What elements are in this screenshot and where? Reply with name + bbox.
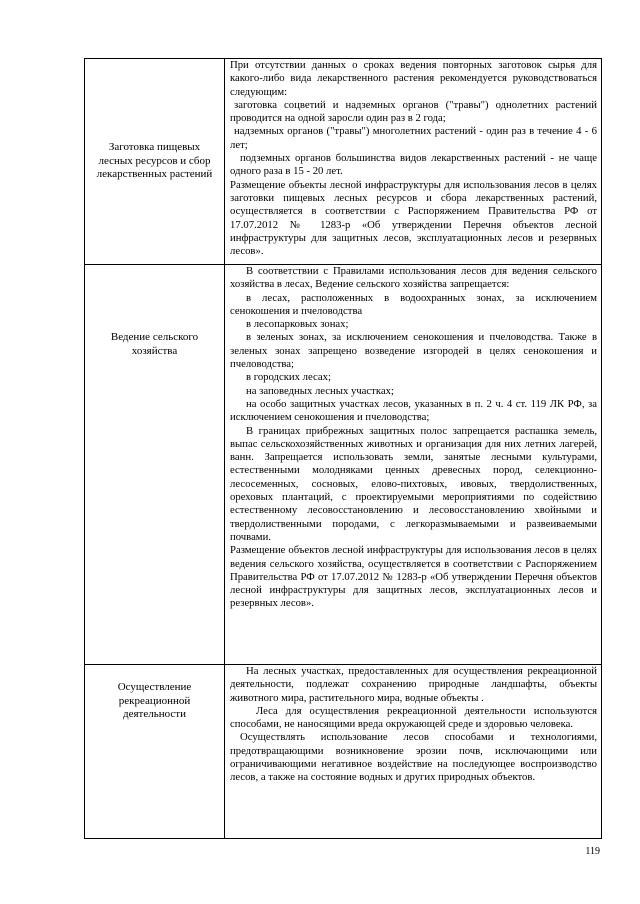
row-label-recreation bbox=[85, 665, 225, 839]
content-table bbox=[84, 58, 602, 839]
paragraph: В границах прибрежных защитных полос запрещается распашка земель, выпас сельскохозяйственных животных и организация для них летних лагерей, ванн. Запрещается использовать земли, занятые лесными культурами, естественными молодняками ценных древесных пород, селекционно-лесосеменных, сосновых, елово-пихтовых, ивовых, твердолиственных, ореховых плантаций, с проектируемыми мероприятиями по содействию естественному лесовосстановлению и лесовосстановлению хвойными и твердолиственными породами, с легкоразмываемыми и развеиваемыми почвами. bbox=[230, 424, 597, 543]
paragraph: на заповедных лесных участках; bbox=[246, 384, 394, 397]
paragraph: надземных органов ("травы") многолетних растений - один раз в течение 4 - 6 лет; bbox=[230, 125, 597, 151]
paragraph: При отсутствии данных о сроках ведения повторных заготовок сырья для какого-либо вида лекарственного растения рекомендуется руководствоваться следующим: bbox=[230, 59, 597, 98]
table-row-food-resources bbox=[85, 59, 602, 265]
row-label-food-resources: Заготовка пищевых лесных ресурсов и сбор лекарственных растений bbox=[85, 59, 225, 265]
paragraph: Леса для осуществления рекреационной деятельности используются способами, не наносящими вреда окружающей среде и здоровью человека. bbox=[230, 704, 597, 731]
paragraph: в лесопарковых зонах; bbox=[246, 318, 349, 331]
row-content-food-resources bbox=[225, 59, 602, 265]
paragraph: в зеленых зонах, за исключением сенокошения и пчеловодства. Также в зеленых зонах запрещено возведение изгородей в целях сенокошения и пчеловодства; bbox=[230, 331, 597, 371]
paragraph: Размещение объектов лесной инфраструктуры для использования лесов в целях ведения сельского хозяйства, осуществляется в соответствии с Распоряжением Правительства РФ от 17.07.2012 № 1283-р «Об утверждении Перечня объектов лесной инфраструктуры для защитных лесов, эксплуатационных лесов и резервных лесов». bbox=[230, 544, 597, 610]
row-label-agriculture-text: Ведение сельского хозяйства bbox=[110, 331, 199, 357]
row-content-agriculture bbox=[225, 265, 602, 665]
paragraph: В соответствии с Правилами использования лесов для ведения сельского хозяйства в лесах, Ведение сельского хозяйства запрещается: bbox=[230, 265, 597, 291]
paragraph: Размещение объекты лесной инфраструктуры для использования лесов в целях заготовки пищевых лесных ресурсов и сбора лекарственных растений, осуществляется в соответствии с Распоряжением Правительства РФ от 17.07.2012 № 1283-р «Об утверждении Перечня объектов лесной инфраструктуры для защитных лесов, эксплуатационных лесов и резервных лесов». bbox=[230, 178, 597, 258]
row-label-recreation-text: Осуществление рекреационной деятельности bbox=[117, 681, 192, 720]
paragraph: заготовка соцветий и надземных органов ("травы") однолетних растений проводится на одной заросли один раз в 2 года; bbox=[230, 98, 597, 125]
paragraph: На лесных участках, предоставленных для осуществления рекреационной деятельности, подлежат сохранению природные ландшафты, объекты животного мира, растительного мира, водные объекты . bbox=[230, 665, 597, 704]
table-row-agriculture bbox=[85, 265, 602, 665]
paragraph: в лесах, расположенных в водоохранных зонах, за исключением сенокошения и пчеловодства bbox=[230, 291, 597, 317]
paragraph: подземных органов большинства видов лекарственных растений - не чаще одного раза в 15 - 20 лет. bbox=[230, 152, 597, 178]
paragraph: на особо защитных участках лесов, указанных в п. 2 ч. 4 ст. 119 ЛК РФ, за исключением сенокошения и пчеловодства; bbox=[230, 397, 597, 424]
table-row-recreation bbox=[85, 665, 602, 839]
row-label-agriculture bbox=[85, 265, 225, 665]
row-content-recreation bbox=[225, 665, 602, 839]
page-number: 119 bbox=[585, 846, 600, 857]
paragraph: Осуществлять использование лесов способами и технологиями, предотвращающими возникновение эрозии почв, исключающими или ограничивающими негативное воздействие на последующее воспроизводство лесов, а также на состояние водных и других природных объектов. bbox=[230, 731, 597, 784]
paragraph: в городских лесах; bbox=[246, 371, 331, 384]
